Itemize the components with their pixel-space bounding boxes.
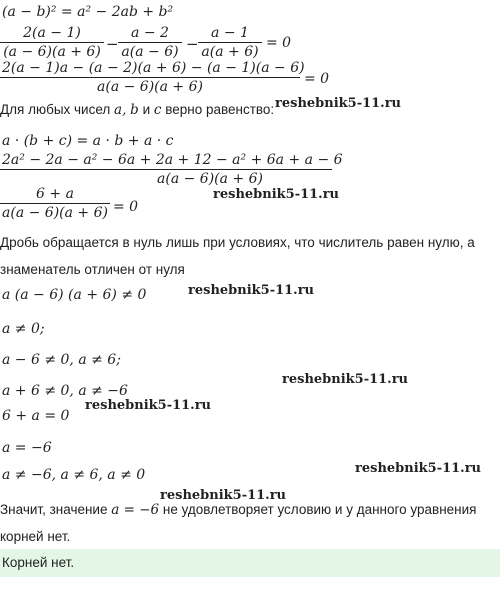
fraction-2-numerator: a − 2 <box>131 25 169 41</box>
watermark: reshebnik5-11.ru <box>275 96 402 111</box>
condition-formula-3: a − 6 ≠ 0, a ≠ 6; <box>2 352 121 368</box>
combined-fraction <box>0 60 305 95</box>
equals-zero: = 0 <box>304 71 330 87</box>
condition-formula-4: a + 6 ≠ 0, a ≠ −6 <box>2 383 128 399</box>
simplified-numerator: 6 + a <box>36 186 74 202</box>
equals-zero: = 0 <box>113 199 139 215</box>
combined-denominator: a(a − 6)(a + 6) <box>97 79 203 95</box>
watermark: reshebnik5-11.ru <box>213 187 340 202</box>
condition-formula-6: a = −6 <box>2 440 52 456</box>
minus-sign: − <box>106 35 119 53</box>
watermark: reshebnik5-11.ru <box>282 372 409 387</box>
distributive-intro: Для любых чисел a, b и c верно равенство: <box>0 102 275 118</box>
watermark: reshebnik5-11.ru <box>160 488 287 503</box>
distributive-formula: a · (b + c) = a · b + a · c <box>2 133 174 149</box>
conclusion-line1: Значит, значение a = −6 не удовлетворяет условию и у данного уравнения <box>0 502 477 518</box>
expanded-fraction <box>0 152 343 187</box>
equals-zero: = 0 <box>266 35 292 51</box>
condition-formula-1: a (a − 6) (a + 6) ≠ 0 <box>2 287 147 303</box>
conclusion-line2: корней нет. <box>0 529 71 544</box>
fraction-3-numerator: a − 1 <box>211 25 249 41</box>
watermark: reshebnik5-11.ru <box>355 461 482 476</box>
simplified-fraction <box>0 186 110 221</box>
condition-formula-5: 6 + a = 0 <box>2 408 70 424</box>
fraction-3-denominator: a(a + 6) <box>201 44 259 60</box>
simplified-denominator: a(a − 6)(a + 6) <box>2 205 108 221</box>
condition-text-line2: знаменатель отличен от нуля <box>0 262 185 277</box>
minus-sign: − <box>186 35 199 53</box>
fraction-1-denominator: (a − 6)(a + 6) <box>3 44 101 60</box>
expanded-denominator: a(a − 6)(a + 6) <box>157 171 263 187</box>
expanded-numerator: 2a² − 2a − a² − 6a + 2a + 12 − a² + 6a + a − 6 <box>2 152 343 168</box>
watermark: reshebnik5-11.ru <box>85 398 212 413</box>
answer-box <box>0 549 500 577</box>
combined-numerator: 2(a − 1)a − (a − 2)(a + 6) − (a − 1)(a − 6) <box>2 60 305 76</box>
fraction-2-denominator: a(a − 6) <box>121 44 179 60</box>
fraction-2 <box>118 25 182 60</box>
condition-formula-2: a ≠ 0; <box>2 321 45 337</box>
fraction-3 <box>198 25 262 60</box>
condition-formula-7: a ≠ −6, a ≠ 6, a ≠ 0 <box>2 467 146 483</box>
identity-formula: (a − b)² = a² − 2ab + b² <box>2 4 174 20</box>
answer-text: Корней нет. <box>2 555 75 570</box>
fraction-1-numerator: 2(a − 1) <box>23 25 81 41</box>
fraction-1 <box>0 25 104 60</box>
watermark: reshebnik5-11.ru <box>188 283 315 298</box>
condition-text-line1: Дробь обращается в нуль лишь при условиях, что числитель равен нулю, а <box>0 235 475 250</box>
